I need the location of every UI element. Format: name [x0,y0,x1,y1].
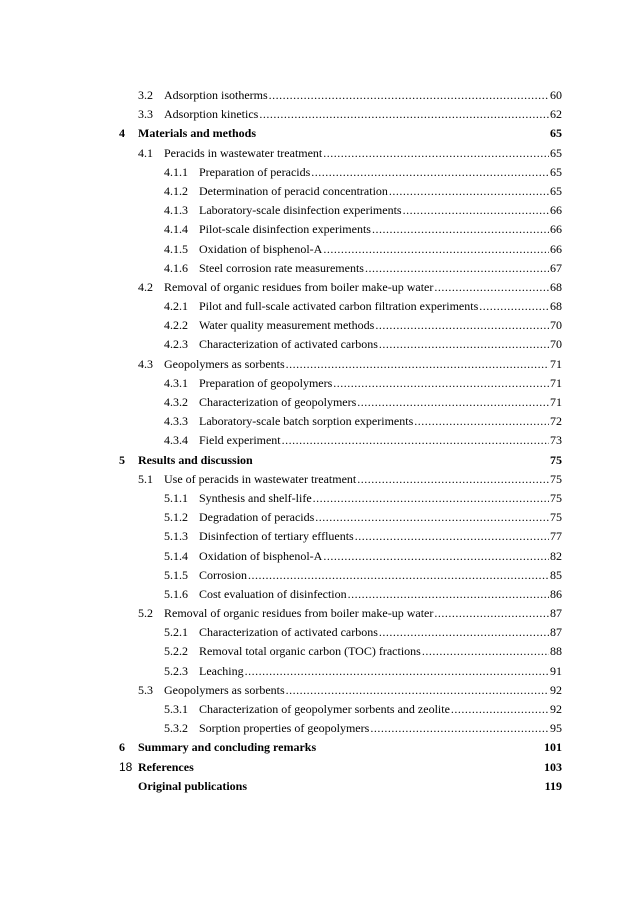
toc-entry-page: 66 [550,222,562,237]
toc-entry-title: Laboratory-scale batch sorption experiments [199,414,414,429]
toc-entry [119,547,562,566]
toc-entry-page: 82 [550,548,562,563]
toc-entry-page: 66 [550,203,562,218]
toc-entry-title: Determination of peracid concentration [199,183,388,198]
toc-entry-page: 71 [550,356,562,371]
toc-dot-leader [357,470,549,489]
toc-entry [119,489,562,508]
toc-dot-leader [311,163,549,182]
toc-entry-title: Removal total organic carbon (TOC) fractions [199,644,421,659]
toc-entry-page: 86 [550,586,562,601]
toc-dot-leader [245,662,549,681]
toc-entry [119,240,562,259]
toc-entry-number: 5.2.3 [164,663,188,678]
toc-entry-number: 5.3.1 [164,702,188,716]
toc-dot-leader [414,412,549,431]
toc-dot-leader [434,604,549,623]
toc-entry-number: 4.1.5 [164,241,188,256]
toc-entry-title: Adsorption isotherms [164,88,268,102]
toc-entry-page: 119 [544,778,562,793]
toc-dot-leader [372,220,549,239]
toc-entry-page: 87 [550,625,562,640]
toc-entry [119,220,562,239]
toc-entry-page: 70 [550,337,562,352]
toc-entry-page: 75 [550,471,562,486]
toc-entry-number: 3.3 [138,107,153,122]
toc-entry [119,527,562,546]
toc-dot-leader [355,527,549,546]
toc-entry [119,604,562,623]
toc-dot-leader [269,86,549,105]
toc-entry [119,738,562,757]
toc-entry-number: 4.2.2 [164,318,188,333]
toc-entry-page: 103 [544,759,562,774]
toc-entry-title: Use of peracids in wastewater treatment [164,471,357,486]
toc-entry-page: 62 [550,107,562,122]
toc-entry-number: 5.1.4 [164,548,188,563]
toc-entry-title: Characterization of activated carbons [199,625,378,640]
toc-entry-title: Results and discussion [138,452,253,467]
toc-entry-number: 4 [119,126,125,141]
toc-entry-number: 4.2 [138,279,153,294]
toc-entry [119,758,562,777]
toc-entry-page: 95 [550,721,562,736]
toc-entry [119,355,562,374]
toc-entry-page: 60 [550,88,562,102]
toc-dot-leader [365,259,549,278]
toc-dot-leader [348,585,549,604]
toc-entry-title: Removal of organic residues from boiler make-up water [164,606,434,621]
toc-entry-page: 87 [550,606,562,621]
toc-entry [119,681,562,700]
toc-dot-leader [379,623,549,642]
toc-entry [119,144,562,163]
toc-dot-leader [357,393,549,412]
toc-entry [119,585,562,604]
toc-entry-page: 85 [550,567,562,582]
toc-entry-title: Materials and methods [138,126,256,141]
toc-entry [119,566,562,585]
toc-entry-page: 71 [550,375,562,390]
toc-entry-title: Characterization of geopolymer sorbents and zeolite [199,702,450,716]
toc-entry-number: 5.2.2 [164,644,188,659]
toc-dot-leader [379,335,549,354]
toc-entry-number: 5.1.6 [164,586,188,601]
toc-entry-page: 73 [550,433,562,448]
toc-entry-number: 6 [119,740,125,755]
toc-entry-title: Steel corrosion rate measurements [199,260,364,275]
toc-dot-leader [389,182,549,201]
toc-entry [119,163,562,182]
toc-entry-number: 4.2.1 [164,299,188,314]
toc-entry-title: Disinfection of tertiary effluents [199,529,354,544]
toc-entry-title: Geopolymers as sorbents [164,682,285,697]
toc-entry-number: 5.2.1 [164,625,188,640]
toc-entry-number: 4.1.4 [164,222,188,237]
toc-entry [119,393,562,412]
toc-entry [119,777,562,796]
toc-entry-number: 4.1.2 [164,183,188,198]
toc-entry-number: 3.2 [138,88,153,102]
toc-entry-number: 4.1 [138,145,153,160]
toc-entry-page: 75 [550,510,562,525]
toc-entry [119,259,562,278]
toc-entry [119,451,562,470]
toc-entry-number: 4.3.2 [164,395,188,409]
toc-entry-page: 68 [550,279,562,294]
toc-dot-leader [315,508,549,527]
toc-entry-title: Characterization of geopolymers [199,395,357,409]
toc-entry [119,105,562,124]
toc-entry-page: 92 [550,682,562,697]
toc-dot-leader [286,681,549,700]
toc-entry [119,700,562,719]
toc-entry-number: 5.2 [138,606,153,621]
toc-entry-title: Geopolymers as sorbents [164,356,285,371]
toc-entry-page: 65 [550,164,562,179]
toc-entry-title: Leaching [199,663,244,678]
toc-entry-number: 4.3 [138,356,153,371]
toc-entry-number: 4.3.1 [164,375,188,390]
toc-entry-page: 68 [550,299,562,314]
toc-entry-title: Preparation of peracids [199,164,311,179]
toc-entry-number: 5.3 [138,682,153,697]
toc-entry [119,623,562,642]
toc-entry-title: Laboratory-scale disinfection experiments [199,203,402,218]
toc-entry-page: 92 [550,702,562,716]
toc-entry-page: 101 [544,740,562,755]
toc-dot-leader [286,355,549,374]
toc-entry-page: 65 [550,183,562,198]
toc-entry-number: 5.1.1 [164,490,188,505]
toc-dot-leader [323,144,549,163]
toc-entry-number: 5.1.5 [164,567,188,582]
toc-entry [119,201,562,220]
toc-dot-leader [323,547,549,566]
toc-entry-page: 70 [550,318,562,333]
toc-entry-page: 91 [550,663,562,678]
toc-entry-title: Pilot and full-scale activated carbon filtration experiments [199,299,479,314]
toc-dot-leader [313,489,549,508]
toc-entry [119,297,562,316]
toc-entry-number: 5 [119,452,125,467]
toc-entry [119,86,562,105]
toc-entry [119,431,562,450]
toc-entry-number: 4.1.3 [164,203,188,218]
toc-entry-title: Synthesis and shelf-life [199,490,312,505]
toc-entry-page: 67 [550,260,562,275]
toc-entry-number: 5.1.2 [164,510,188,525]
toc-entry-title: Summary and concluding remarks [138,740,317,755]
page-number: 18 [119,760,133,774]
toc-entry-page: 65 [550,145,562,160]
toc-dot-leader [434,278,549,297]
toc-entry-page: 77 [550,529,562,544]
toc-entry-title: Oxidation of bisphenol-A [199,548,323,563]
toc-entry [119,642,562,661]
toc-entry-page: 75 [550,490,562,505]
toc-dot-leader [375,316,549,335]
toc-entry-title: Peracids in wastewater treatment [164,145,323,160]
toc-entry-title: Water quality measurement methods [199,318,375,333]
toc-entry-title: Field experiment [199,433,281,448]
toc-entry-page: 72 [550,414,562,429]
toc-entry [119,278,562,297]
toc-dot-leader [282,431,549,450]
toc-dot-leader [323,240,549,259]
toc-entry-title: Oxidation of bisphenol-A [199,241,323,256]
toc-entry-number: 4.1.1 [164,164,188,179]
toc-entry-title: Preparation of geopolymers [199,375,333,390]
toc-entry-page: 75 [550,452,562,467]
toc-entry-page: 66 [550,241,562,256]
toc-entry-title: Corrosion [199,567,247,582]
toc-entry [119,124,562,143]
toc-entry-number: 5.1 [138,471,153,486]
toc-entry-title: Sorption properties of geopolymers [199,721,370,736]
toc-entry [119,470,562,489]
toc-entry-title: Characterization of activated carbons [199,337,378,352]
toc-entry-title: Original publications [138,778,248,793]
toc-entry-title: References [138,759,194,774]
toc-entry-title: Adsorption kinetics [164,107,259,122]
toc-entry [119,662,562,681]
toc-entry [119,316,562,335]
toc-entry-title: Pilot-scale disinfection experiments [199,222,371,237]
toc-entry-title: Cost evaluation of disinfection [199,586,347,601]
toc-entry-number: 4.3.4 [164,433,188,448]
toc-entry-number: 5.3.2 [164,721,188,736]
toc-dot-leader [479,297,549,316]
toc-dot-leader [370,719,549,738]
toc-dot-leader [451,700,549,719]
toc-entry-number: 4.3.3 [164,414,188,429]
toc-entry-title: Degradation of peracids [199,510,315,525]
toc-dot-leader [248,566,549,585]
table-of-contents [119,86,562,796]
toc-entry-page: 65 [550,126,562,141]
toc-dot-leader [333,374,549,393]
toc-entry [119,374,562,393]
toc-entry [119,719,562,738]
toc-dot-leader [259,105,549,124]
toc-entry-page: 71 [550,395,562,409]
toc-entry [119,508,562,527]
toc-entry-page: 88 [550,644,562,659]
toc-entry [119,412,562,431]
toc-entry-title: Removal of organic residues from boiler make-up water [164,279,434,294]
toc-entry-number: 5.1.3 [164,529,188,544]
toc-dot-leader [403,201,549,220]
toc-entry [119,335,562,354]
toc-entry [119,182,562,201]
toc-entry-number: 4.2.3 [164,337,188,352]
toc-dot-leader [422,642,549,661]
toc-entry-number: 4.1.6 [164,260,188,275]
